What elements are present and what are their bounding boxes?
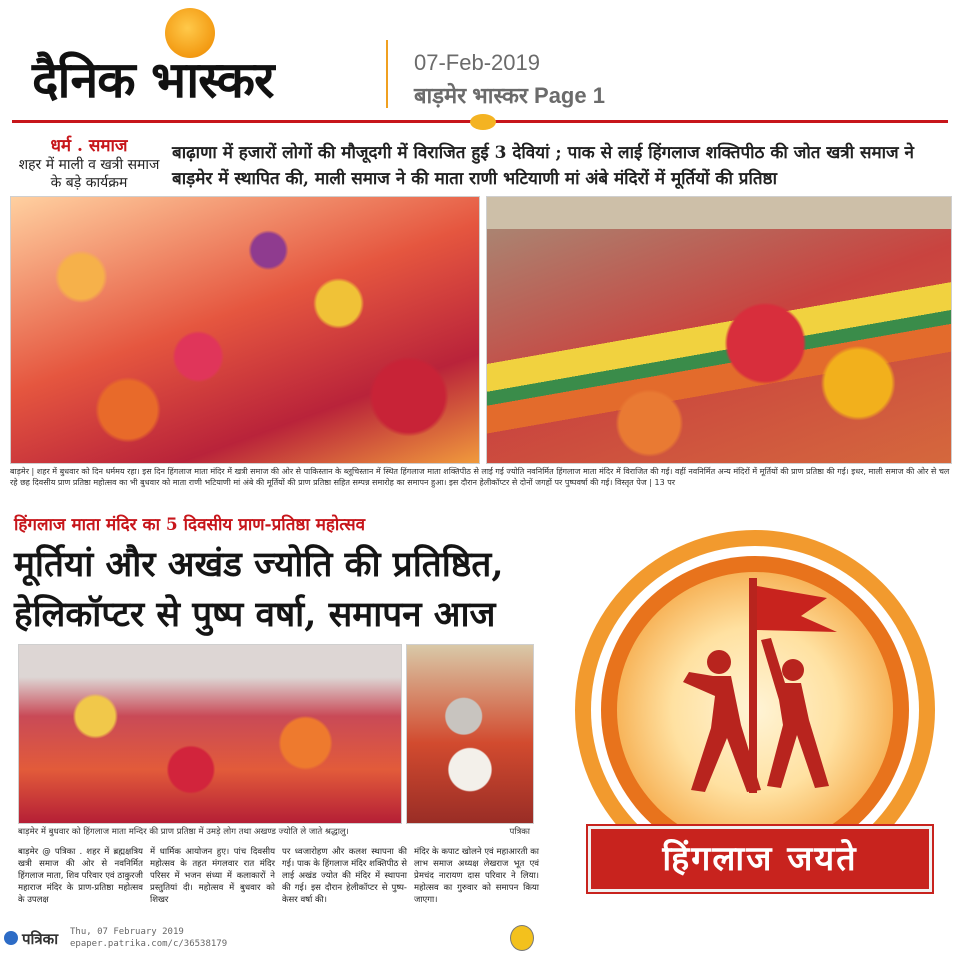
patrika-logo: पत्रिका [22, 930, 59, 948]
publication-date: 07-Feb-2019 [414, 50, 540, 75]
newspaper-logo: दैनिक भास्कर [32, 50, 274, 109]
photo-credit: पत्रिका [509, 827, 530, 837]
footer-date: Thu, 07 February 2019 [70, 927, 184, 937]
rule-ornament [470, 114, 496, 130]
jyoti-bearer-photo [406, 644, 534, 824]
crowd-photo-left [10, 196, 480, 464]
top-headline: बाढ़ाणा में हजारों लोगों की मौजूदगी में विराजित हुई 3 देवियां ; पाक से लाई हिंगलाज शक्तिपीठ की जोत खत्री समाज ने बाड़मेर में स्थापित की, माली समाज ने की माता राणी भटियाणी मां अंबे मंदिरों में मूर्तियों की प्रतिष्ठा [172, 143, 914, 189]
clipping-headline: मूर्तियां और अखंड ज्योति की प्रतिष्ठित, हेलिकॉप्टर से पुष्प वर्षा, समापन आज [14, 544, 504, 635]
article-column: पर ध्वजारोहण और कलश स्थापना की गई। पाक के हिंगलाज मंदिर शक्तिपीठ से लाई अखंड ज्योत की मंदिर में स्थापना की गई। इस दौरान हेलीकॉप्टर से पुष्प-केसर वर्षा की। [282, 847, 407, 905]
temple-crowd-photo [18, 644, 402, 824]
section-tag: धर्म . समाज [50, 136, 128, 156]
clipping-kicker: हिंगलाज माता मंदिर का 5 दिवसीय प्राण-प्रतिष्ठा महोत्सव [14, 515, 366, 535]
article-column: मंदिर के कपाट खोलने एवं महाआरती का लाभ समाज अध्यक्ष लेखराज भूत एवं प्रेमचंद नारायण दास परिवार ने लिया। महोत्सव का गुरुवार को समापन किया जाएगा। [414, 847, 539, 905]
section-subtitle: शहर में माली व खत्री समाज के बड़े कार्यक्रम [18, 157, 160, 191]
top-photo-caption: बाड़मेर | शहर में बुधवार को दिन धर्ममय रहा। इस दिन हिंगलाज माता मंदिर में खत्री समाज की ओर से पाकिस्तान के ब्लूचिस्तान में स्थित हिंगलाज माता शक्तिपीठ से लाई गई ज्योति नवनिर्मित हिंगलाज माता मंदिर में विराजित की गई। वहीं नवनिर्मित अन्य मंदिरों में मूर्तियों की प्राण प्रतिष्ठा की गई। इधर, माली समाज की ओर से चल रहे छह दिवसीय प्राण प्रतिष्ठा महोत्सव का भी बुधवार को माता राणी भटियाणी मां अंबे की मूर्तियों की प्राण प्रतिष्ठा सहित सम्पन्न समारोह का समापन हुआ। इस दौरान हेलीकॉप्टर से दोनों जगहों पर पुष्पवर्षा की गई। विस्तृत पेज | 13 पर [10, 467, 950, 487]
clipping-photo-caption: बाड़मेर में बुधवार को हिंगलाज माता मन्दिर की प्राण प्रतिष्ठा में उमड़े लोग तथा अखण्ड ज्योति ले जाते श्रद्धालु। [18, 827, 349, 837]
footer-url: epaper.patrika.com/c/36538179 [70, 939, 228, 949]
article-column: में धार्मिक आयोजन हुए। पांच दिवसीय महोत्सव के तहत मंगलवार रात मंदिर परिसर में भजन संध्या में कलाकारों ने प्रस्तुतियां दी। महोत्सव में बुधवार को शिखर [150, 847, 275, 905]
crowd-photo-right [486, 196, 952, 464]
owl-icon [510, 925, 534, 951]
patrika-logo-icon [4, 931, 18, 945]
header-divider [386, 40, 388, 108]
article-column: बाड़मेर @ पत्रिका . शहर में ब्रह्मक्षत्रिय खत्री समाज की ओर से नवनिर्मित हिंगलाज माता, शिव परिवार एवं ठाकुरजी महाराज मंदिर के प्राण-प्रतिष्ठा महोत्सव के उपलक्ष [18, 847, 144, 905]
emblem-title: हिंगलाज जयते [662, 839, 858, 879]
edition-page: बाड़मेर भास्कर Page 1 [414, 83, 605, 108]
